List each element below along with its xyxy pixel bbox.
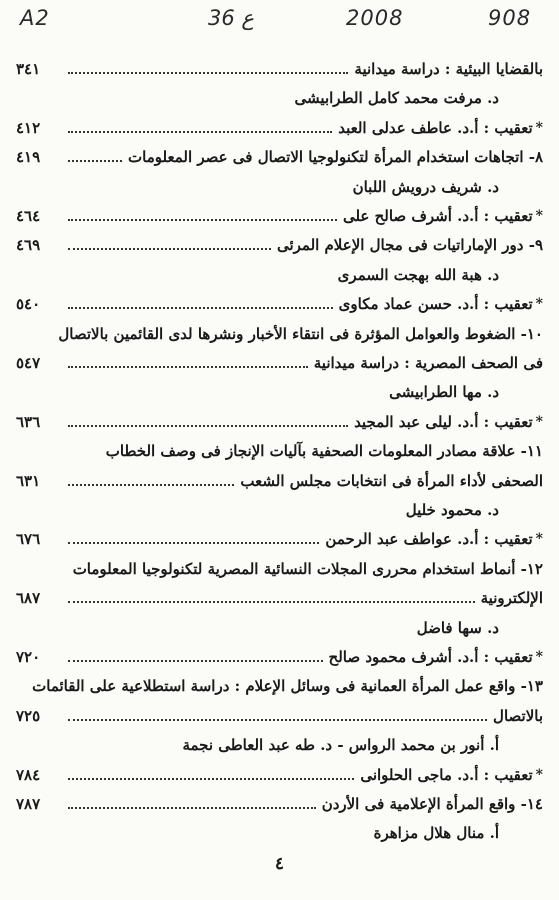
toc-text: أ. منال هلال مزاهرة: [373, 824, 499, 842]
asterisk-icon: *: [535, 531, 543, 547]
toc-text: تعقيب : أ.د. أشرف محمود صالح: [328, 648, 533, 666]
toc-row-author: [16, 615, 543, 641]
toc-text: بالاتصال: [493, 707, 543, 725]
toc-text: فى الصحف المصرية : دراسة ميدانية: [313, 354, 543, 372]
toc-text: ١١- علاقة مصادر المعلومات الصحفية بآليات الإنجاز فى وصف الخطاب: [105, 442, 543, 460]
toc-text: تعقيب : أ.د. حسن عماد مكاوى: [338, 295, 533, 313]
toc-row-cont: [16, 468, 543, 494]
toc-page-number: ٤١٢: [16, 119, 41, 137]
dot-leader: [68, 600, 475, 603]
toc-page-number: ٦٨٧: [16, 589, 41, 607]
toc-text: أ. أنور بن محمد الرواس - د. طه عبد العاطى نجمة: [182, 736, 499, 754]
dot-leader: [68, 659, 323, 662]
toc-row-entry: [16, 791, 543, 817]
toc-text: د. محمود خليل: [405, 501, 499, 519]
handwritten-ref: 908: [488, 6, 532, 30]
toc-row-entry: [16, 144, 543, 170]
asterisk-icon: *: [535, 120, 543, 136]
toc-text: ٨- اتجاهات استخدام المرأة لتكنولوجيا الاتصال فى عصر المعلومات: [128, 148, 543, 166]
toc-text: د. شريف درويش اللبان: [352, 178, 499, 196]
asterisk-icon: *: [535, 414, 543, 430]
toc-text: الصحفى لأداء المرأة فى انتخابات مجلس الشعب: [240, 472, 543, 490]
toc-page-number: ٧٢٥: [16, 707, 41, 725]
toc-page-number: ٤٦٤: [16, 207, 41, 225]
toc-text: ١٢- أنماط استخدام محررى المجلات النسائية المصرية لتكنولوجيا المعلومات: [72, 560, 543, 578]
toc-page-number: ٧٨٧: [16, 795, 41, 813]
toc-text: ١٠- الضغوط والعوامل المؤثرة فى انتقاء الأخبار ونشرها لدى القائمين بالاتصال: [58, 325, 543, 343]
dot-leader: [68, 806, 316, 809]
dot-leader: [68, 718, 487, 721]
dot-leader: [68, 483, 234, 486]
toc-row-entry: [16, 232, 543, 258]
asterisk-icon: *: [535, 296, 543, 312]
toc-text: د. مرفت محمد كامل الطرابيشى: [294, 89, 499, 107]
toc-row-author: [16, 262, 543, 288]
dot-leader: [68, 218, 337, 221]
dot-leader: [68, 541, 319, 544]
toc-text: بالقضايا البيئية : دراسة ميدانية: [354, 60, 543, 78]
toc-row-comment: [16, 409, 543, 435]
toc-row-cont: [16, 350, 543, 376]
toc-row-cont: [16, 56, 543, 82]
toc-row-author: [16, 174, 543, 200]
toc-page-number: ٤١٩: [16, 148, 41, 166]
toc-row-entry: [16, 673, 543, 699]
toc-page-number: ٣٤١: [16, 60, 41, 78]
toc-row-author: [16, 85, 543, 111]
toc-row-author: [16, 379, 543, 405]
toc-page-number: ٦٧٦: [16, 530, 41, 548]
toc-page-number: ٤٦٩: [16, 236, 41, 254]
page-number: ٤: [274, 854, 285, 874]
toc-row-author: [16, 732, 543, 758]
toc-row-cont: [16, 703, 543, 729]
handwritten-issue: 36 ع: [208, 6, 254, 30]
toc-text: الإلكترونية: [480, 589, 543, 607]
dot-leader: [68, 306, 333, 309]
toc-page-number: ٥٤٧: [16, 354, 41, 372]
toc-text: د. هبة الله بهجت السمرى: [337, 266, 499, 284]
dot-leader: [68, 71, 348, 74]
toc-row-comment: [16, 526, 543, 552]
dot-leader: [68, 365, 308, 368]
asterisk-icon: *: [535, 208, 543, 224]
toc-text: د. سها فاضل: [416, 619, 499, 637]
toc-row-author: [16, 820, 543, 846]
dot-leader: [68, 159, 122, 162]
toc-text: تعقيب : أ.د. عاطف عدلى العبد: [338, 119, 533, 137]
dot-leader: [68, 424, 348, 427]
handwritten-year: 2008: [346, 6, 404, 30]
toc-row-comment: [16, 644, 543, 670]
dot-leader: [68, 130, 332, 133]
asterisk-icon: *: [535, 649, 543, 665]
toc-page-number: ٧٢٠: [16, 648, 41, 666]
toc-row-comment: [16, 291, 543, 317]
toc-page-number: ٦٣٦: [16, 413, 41, 431]
toc-row-entry: [16, 321, 543, 347]
toc-text: ١٤- واقع المرأة الإعلامية فى الأردن: [321, 795, 543, 813]
toc-row-comment: [16, 115, 543, 141]
toc-text: ١٣- واقع عمل المرأة العمانية فى وسائل الإعلام : دراسة استطلاعية على القائمات: [32, 677, 543, 695]
toc-row-entry: [16, 556, 543, 582]
toc-text: تعقيب : أ.د. ماجى الحلوانى: [360, 766, 533, 784]
dot-leader: [68, 777, 354, 780]
asterisk-icon: *: [535, 767, 543, 783]
toc-page-number: ٦٣١: [16, 472, 41, 490]
toc-text: د. مها الطرابيشى: [389, 383, 499, 401]
toc-text: تعقيب : أ.د. أشرف صالح على: [342, 207, 533, 225]
toc-row-comment: [16, 203, 543, 229]
handwritten-code: A2: [20, 6, 50, 30]
toc-text: تعقيب : أ.د. ليلى عبد المجيد: [354, 413, 533, 431]
toc-text: تعقيب : أ.د. عواطف عبد الرحمن: [325, 530, 533, 548]
toc-text: ٩- دور الإماراتيات فى مجال الإعلام المرئى: [276, 236, 543, 254]
toc-row-entry: [16, 438, 543, 464]
toc-row-cont: [16, 585, 543, 611]
toc-page-number: ٧٨٤: [16, 766, 41, 784]
toc-row-comment: [16, 762, 543, 788]
toc-row-author: [16, 497, 543, 523]
toc-page-number: ٥٤٠: [16, 295, 41, 313]
dot-leader: [68, 247, 271, 250]
